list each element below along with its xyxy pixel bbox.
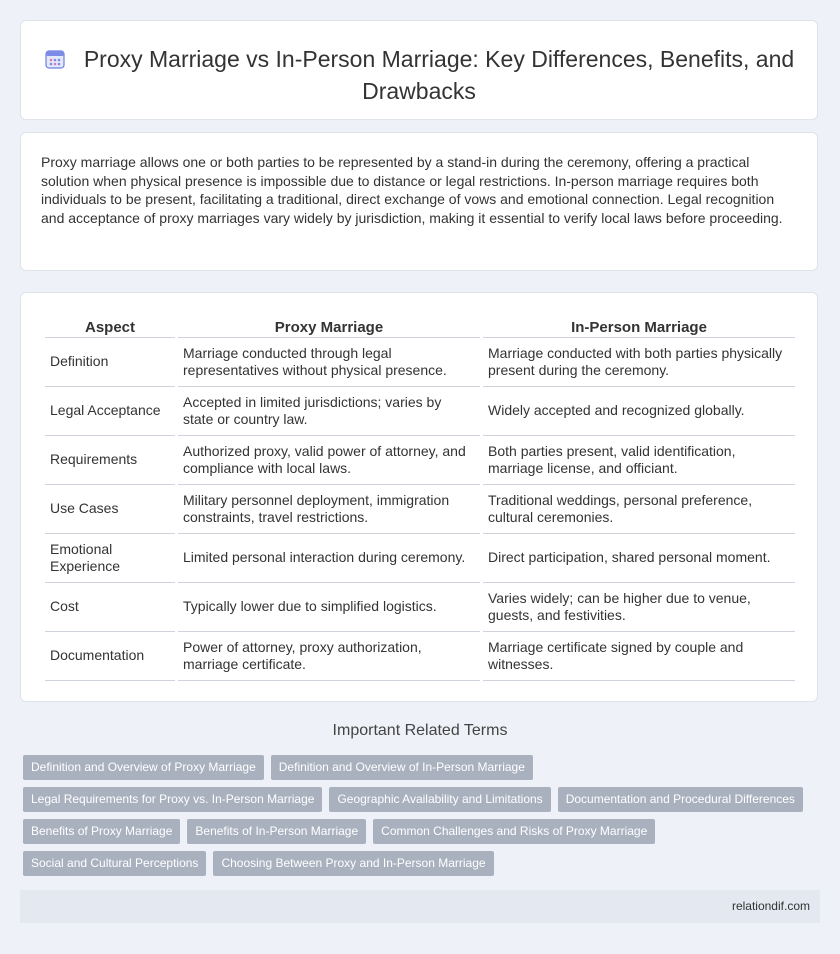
related-term-tag[interactable]: Geographic Availability and Limitations bbox=[329, 787, 550, 812]
table-row bbox=[45, 534, 795, 583]
cell-in-person: Both parties present, valid identification, marriage license, and officiant. bbox=[483, 436, 795, 485]
cell-aspect: Definition bbox=[45, 338, 175, 387]
cell-proxy: Power of attorney, proxy authorization, marriage certificate. bbox=[178, 632, 480, 681]
comparison-table-card bbox=[20, 292, 818, 702]
tag-row bbox=[23, 755, 823, 780]
related-terms-tags bbox=[23, 755, 823, 883]
page-title: Proxy Marriage vs In-Person Marriage: Key Differences, Benefits, and Drawbacks bbox=[83, 46, 795, 104]
footer bbox=[20, 890, 820, 923]
cell-proxy: Typically lower due to simplified logistics. bbox=[178, 583, 480, 632]
table-row bbox=[45, 583, 795, 632]
related-terms-title: Important Related Terms bbox=[332, 722, 508, 739]
related-term-tag[interactable]: Legal Requirements for Proxy vs. In-Person Marriage bbox=[23, 787, 322, 812]
cell-in-person: Varies widely; can be higher due to venue, guests, and festivities. bbox=[483, 583, 795, 632]
related-term-tag[interactable]: Choosing Between Proxy and In-Person Marriage bbox=[213, 851, 493, 876]
cell-proxy: Marriage conducted through legal representatives without physical presence. bbox=[178, 338, 480, 387]
cell-in-person: Marriage certificate signed by couple and witnesses. bbox=[483, 632, 795, 681]
page-title-wrap bbox=[21, 45, 817, 106]
related-term-tag[interactable]: Documentation and Procedural Differences bbox=[558, 787, 803, 812]
cell-proxy: Authorized proxy, valid power of attorney, and compliance with local laws. bbox=[178, 436, 480, 485]
cell-in-person: Widely accepted and recognized globally. bbox=[483, 387, 795, 436]
cell-in-person: Traditional weddings, personal preference, cultural ceremonies. bbox=[483, 485, 795, 534]
related-term-tag[interactable]: Benefits of In-Person Marriage bbox=[187, 819, 366, 844]
related-term-tag[interactable]: Benefits of Proxy Marriage bbox=[23, 819, 180, 844]
cell-proxy: Limited personal interaction during ceremony. bbox=[178, 534, 480, 583]
cell-proxy: Accepted in limited jurisdictions; varies by state or country law. bbox=[178, 387, 480, 436]
tag-row bbox=[23, 851, 823, 876]
related-term-tag[interactable]: Social and Cultural Perceptions bbox=[23, 851, 206, 876]
footer-site-link[interactable]: relationdif.com bbox=[731, 899, 810, 913]
related-term-tag[interactable]: Definition and Overview of In-Person Marriage bbox=[271, 755, 533, 780]
tag-row bbox=[23, 819, 823, 844]
cell-aspect: Cost bbox=[45, 583, 175, 632]
cell-proxy: Military personnel deployment, immigration constraints, travel restrictions. bbox=[178, 485, 480, 534]
table-row bbox=[45, 387, 795, 436]
cell-in-person: Marriage conducted with both parties physically present during the ceremony. bbox=[483, 338, 795, 387]
comparison-table bbox=[42, 315, 798, 681]
table-row bbox=[45, 632, 795, 681]
tag-row bbox=[23, 787, 823, 812]
table-header-row bbox=[45, 315, 795, 338]
table-row bbox=[45, 338, 795, 387]
table-row bbox=[45, 485, 795, 534]
related-term-tag[interactable]: Common Challenges and Risks of Proxy Marriage bbox=[373, 819, 655, 844]
related-term-tag[interactable]: Definition and Overview of Proxy Marriage bbox=[23, 755, 264, 780]
cell-in-person: Direct participation, shared personal moment. bbox=[483, 534, 795, 583]
calendar-icon bbox=[44, 48, 66, 77]
header-card bbox=[20, 20, 818, 120]
table-row bbox=[45, 436, 795, 485]
cell-aspect: Use Cases bbox=[45, 485, 175, 534]
cell-aspect: Legal Acceptance bbox=[45, 387, 175, 436]
intro-card bbox=[20, 132, 818, 271]
cell-aspect: Documentation bbox=[45, 632, 175, 681]
intro-text: Proxy marriage allows one or both parties to be represented by a stand-in during the ceremony, offering a practical solution when physical presence is impossible due to distance or legal restrictions. In-person marriage requires both individuals to be present, facilitating a traditional, direct exchange of vows and emotional connection. Legal recognition and acceptance of proxy marriages vary widely by jurisdiction, making it essential to verify local laws before proceeding. bbox=[41, 154, 783, 226]
header-in-person: In-Person Marriage bbox=[483, 315, 795, 338]
cell-aspect: Emotional Experience bbox=[45, 534, 175, 583]
header-proxy: Proxy Marriage bbox=[178, 315, 480, 338]
header-aspect: Aspect bbox=[45, 315, 175, 338]
cell-aspect: Requirements bbox=[45, 436, 175, 485]
